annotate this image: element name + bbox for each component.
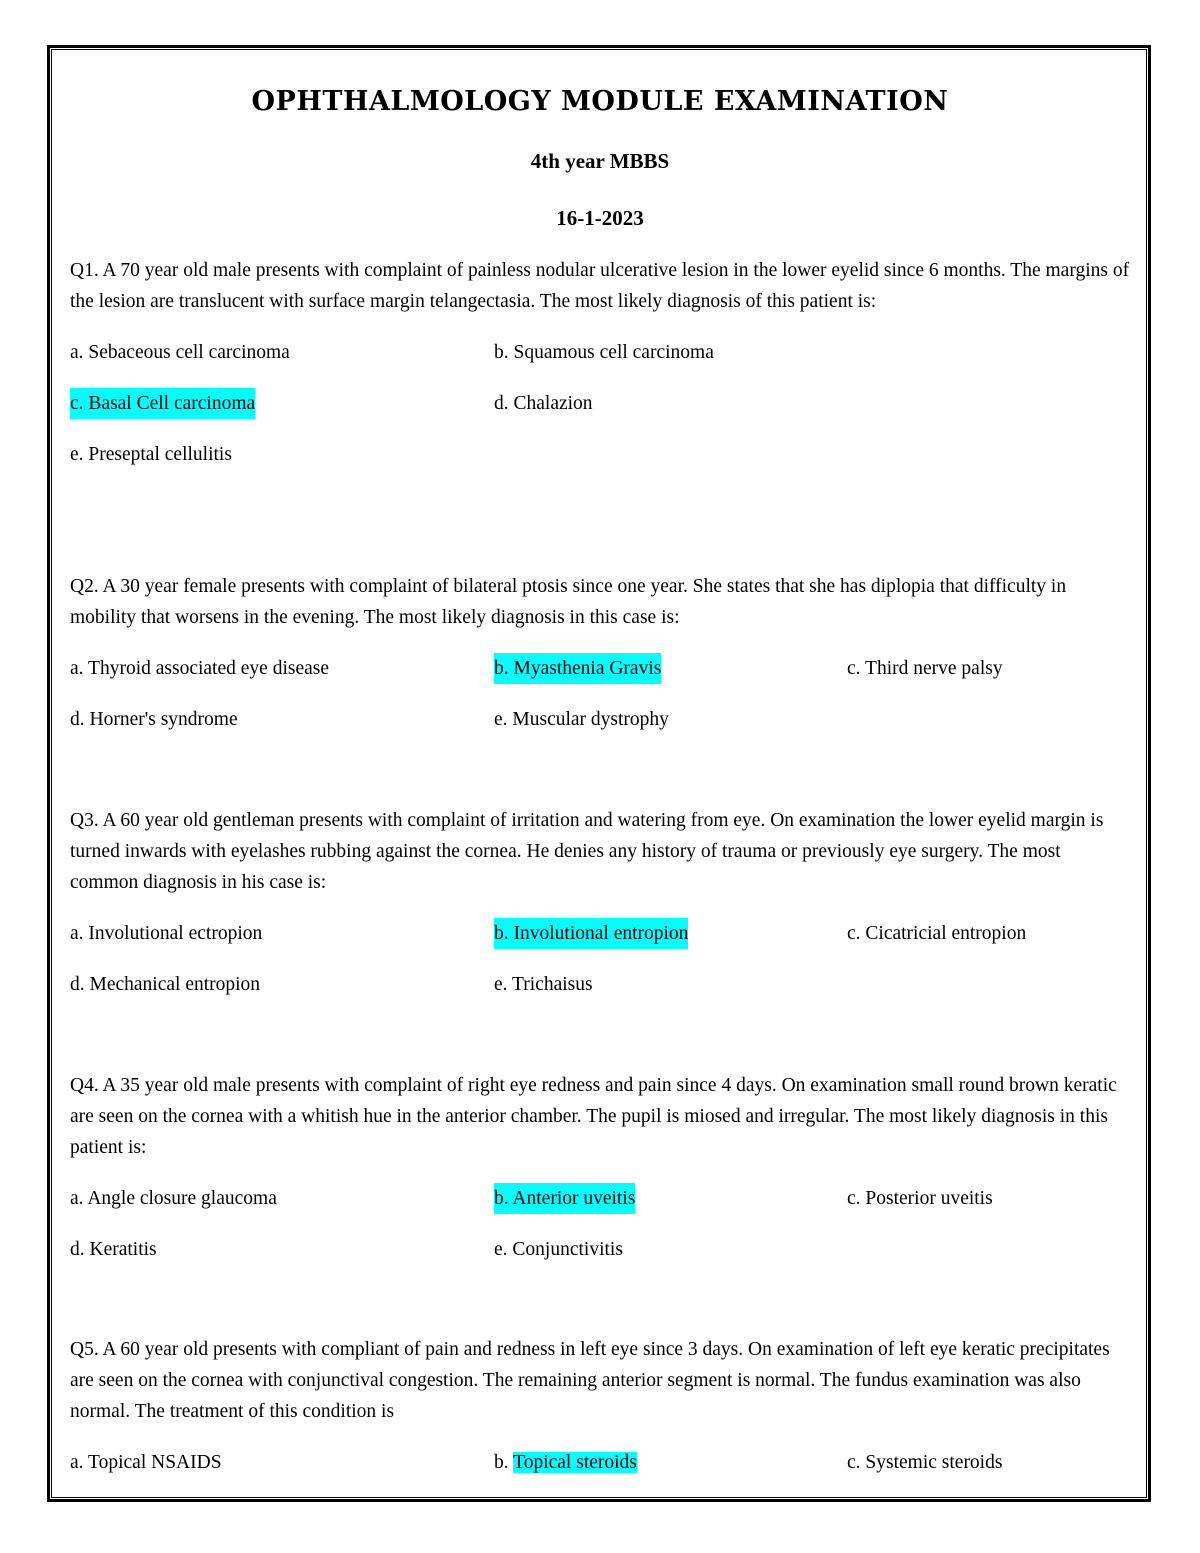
option-c: c. Cicatricial entropion <box>847 923 1027 944</box>
option-a: a. Involutional ectropion <box>70 923 263 944</box>
options-row <box>70 918 1130 949</box>
option-c: c. Third nerve palsy <box>847 658 1003 679</box>
options-row <box>70 439 1130 470</box>
question-text: Q3. A 60 year old gentleman presents with complaint of irritation and watering from eye. On examination the lower eyelid margin is turned inwards with eyelashes rubbing against the cornea. He denies any history of trauma or previously eye surgery. The most common diagnosis in his case is: <box>70 810 1104 893</box>
question-2 <box>70 571 1130 735</box>
option-c-answer: c. Basal Cell carcinoma <box>70 388 255 419</box>
option-e: e. Muscular dystrophy <box>494 709 669 730</box>
option-b-answer: b. Anterior uveitis <box>494 1183 635 1214</box>
option-e: e. Conjunctivitis <box>494 1239 623 1260</box>
options-row <box>70 653 1130 684</box>
option-e: e. Trichaisus <box>494 974 593 995</box>
option-e: e. Preseptal cellulitis <box>70 444 232 465</box>
option-d: d. Keratitis <box>70 1239 157 1260</box>
option-d: d. Horner's syndrome <box>70 709 238 730</box>
question-text: Q4. A 35 year old male presents with complaint of right eye redness and pain since 4 days. On examination small round brown keratic are seen on the cornea with a whitish hue in the anterior chamber. The pupil is miosed and irregular. The most likely diagnosis in this patient is: <box>70 1075 1117 1158</box>
question-3 <box>70 805 1130 1000</box>
options-row <box>70 704 1130 735</box>
options-row <box>70 969 1130 1000</box>
page-title: OPHTHALMOLOGY MODULE EXAMINATION <box>251 86 949 117</box>
question-text: Q2. A 30 year female presents with complaint of bilateral ptosis since one year. She states that she has diplopia that difficulty in mobility that worsens in the evening. The most likely diagnosis in this case is: <box>70 576 1067 628</box>
option-b-answer <box>494 1447 637 1478</box>
option-b-answer: b. Myasthenia Gravis <box>494 653 661 684</box>
option-a: a. Topical NSAIDS <box>70 1452 222 1473</box>
option-a: a. Thyroid associated eye disease <box>70 658 330 679</box>
option-c: c. Systemic steroids <box>847 1452 1003 1473</box>
options-row <box>70 337 1130 368</box>
question-text: Q1. A 70 year old male presents with complaint of painless nodular ulcerative lesion in the lower eyelid since 6 months. The margins of the lesion are translucent with surface margin telangectasia. The most likely diagnosis of this patient is: <box>70 260 1130 312</box>
option-b: b. Squamous cell carcinoma <box>494 342 714 363</box>
question-5 <box>70 1334 1130 1478</box>
exam-year: 4th year MBBS <box>530 149 670 173</box>
option-d: d. Mechanical entropion <box>70 974 261 995</box>
option-a: a. Angle closure glaucoma <box>70 1188 277 1209</box>
option-a: a. Sebaceous cell carcinoma <box>70 342 290 363</box>
options-row <box>70 1234 1130 1265</box>
option-b-answer: b. Involutional entropion <box>494 918 688 949</box>
option-b-prefix: b. <box>494 1452 514 1473</box>
options-row <box>70 1447 1130 1478</box>
question-text: Q5. A 60 year old presents with compliant of pain and redness in left eye since 3 days. On examination of left eye keratic precipitates are seen on the cornea with conjunctival congestion. The remaining anterior segment is normal. The fundus examination was also normal. The treatment of this condition is <box>70 1339 1110 1422</box>
question-1 <box>70 255 1130 470</box>
exam-page <box>70 82 1130 1473</box>
option-d: d. Chalazion <box>494 393 593 414</box>
option-c: c. Posterior uveitis <box>847 1188 993 1209</box>
options-row <box>70 388 1130 419</box>
option-b-answer-text: Topical steroids <box>513 1452 637 1473</box>
question-4 <box>70 1070 1130 1265</box>
exam-date: 16-1-2023 <box>556 206 644 230</box>
options-row <box>70 1183 1130 1214</box>
